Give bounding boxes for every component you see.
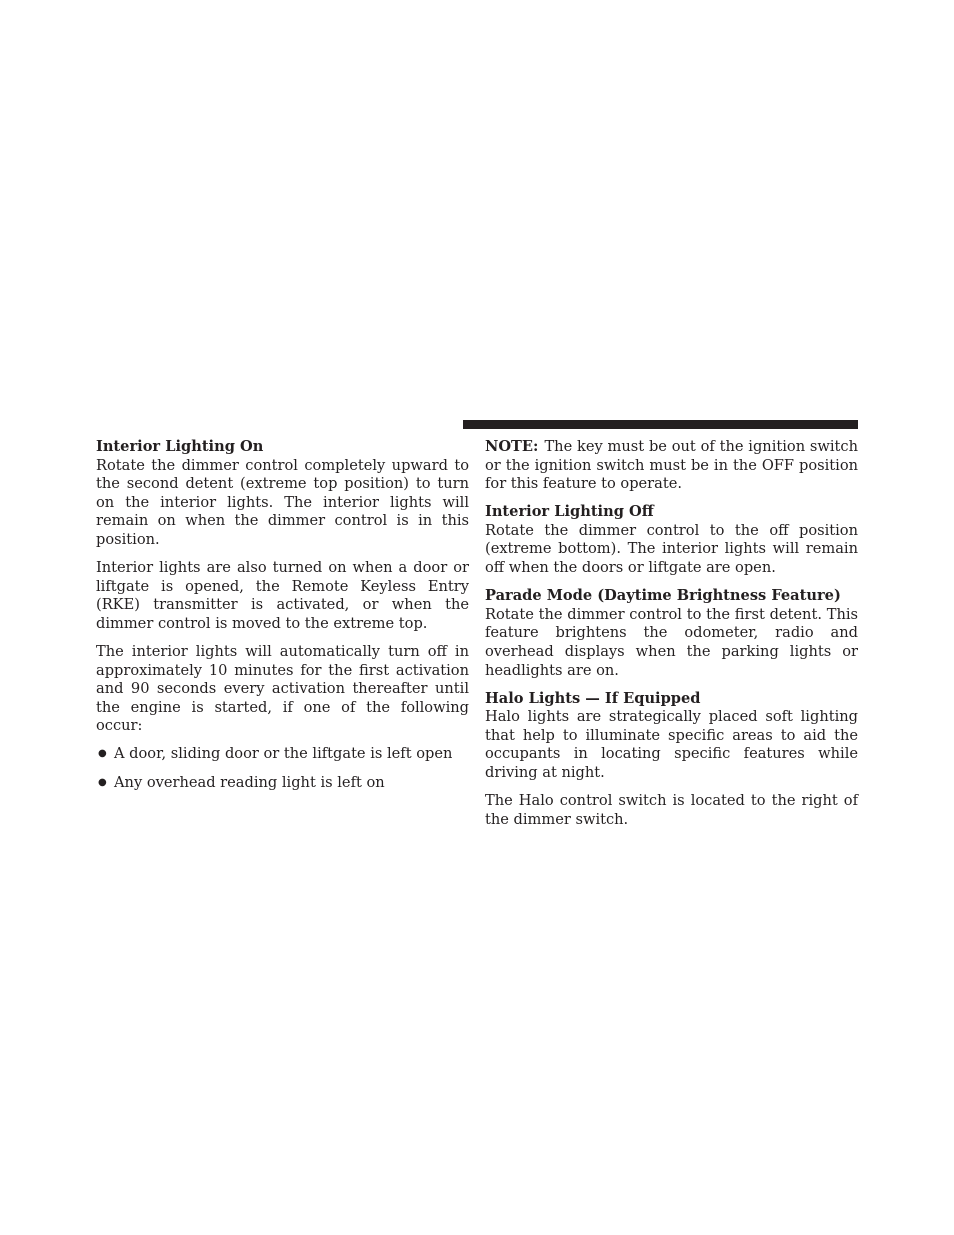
paragraph-lighting-on: Rotate the dimmer control completely upward to the second detent (extreme top position) to turn on the interior lights. The interior lights will remain on when the dimmer control is in this position. [96,456,469,548]
heading-interior-lighting-off: Interior Lighting Off [485,503,654,521]
heading-parade-mode: Parade Mode (Daytime Brightness Feature) [485,587,841,605]
condition-list [96,745,469,792]
bullet-icon: ● [98,776,107,788]
paragraph-halo-switch: The Halo control switch is located to the right of the dimmer switch. [485,792,858,828]
list-item-text: A door, sliding door or the liftgate is left open [114,745,453,763]
heading-interior-lighting-on: Interior Lighting On [96,438,264,455]
list-item [96,774,469,793]
paragraph-halo-lights: Halo lights are strategically placed soft lighting that help to illuminate specific areas to aid the occupants in locating specific features while driving at night. [485,708,858,781]
left-column [96,438,469,802]
paragraph-lights-turned-on: Interior lights are also turned on when a door or liftgate is opened, the Remote Keyless Entry (RKE) transmitter is activated, or when the dimmer control is moved to the extreme top. [96,559,469,632]
list-item [96,745,469,764]
section-rule [463,420,858,429]
note-text: The key must be out of the ignition switch or the ignition switch must be in the OFF position for this feature to operate. [485,438,858,493]
note-paragraph [485,438,858,494]
paragraph-parade-mode: Rotate the dimmer control to the first detent. This feature brightens the odometer, radio and overhead displays when the parking lights or headlights are on. [485,605,858,679]
right-column [485,438,858,839]
paragraph-lighting-off: Rotate the dimmer control to the off position (extreme bottom). The interior lights will remain off when the doors or liftgate are open. [485,521,858,577]
bullet-icon: ● [98,748,107,760]
note-label: NOTE: [485,438,539,455]
paragraph-auto-off: The interior lights will automatically turn off in approximately 10 minutes for the first activation and 90 seconds every activation thereafter until the engine is started, if one of the following occur: [96,642,469,735]
list-item-text: Any overhead reading light is left on [114,773,385,791]
heading-halo-lights: Halo Lights — If Equipped [485,689,701,707]
